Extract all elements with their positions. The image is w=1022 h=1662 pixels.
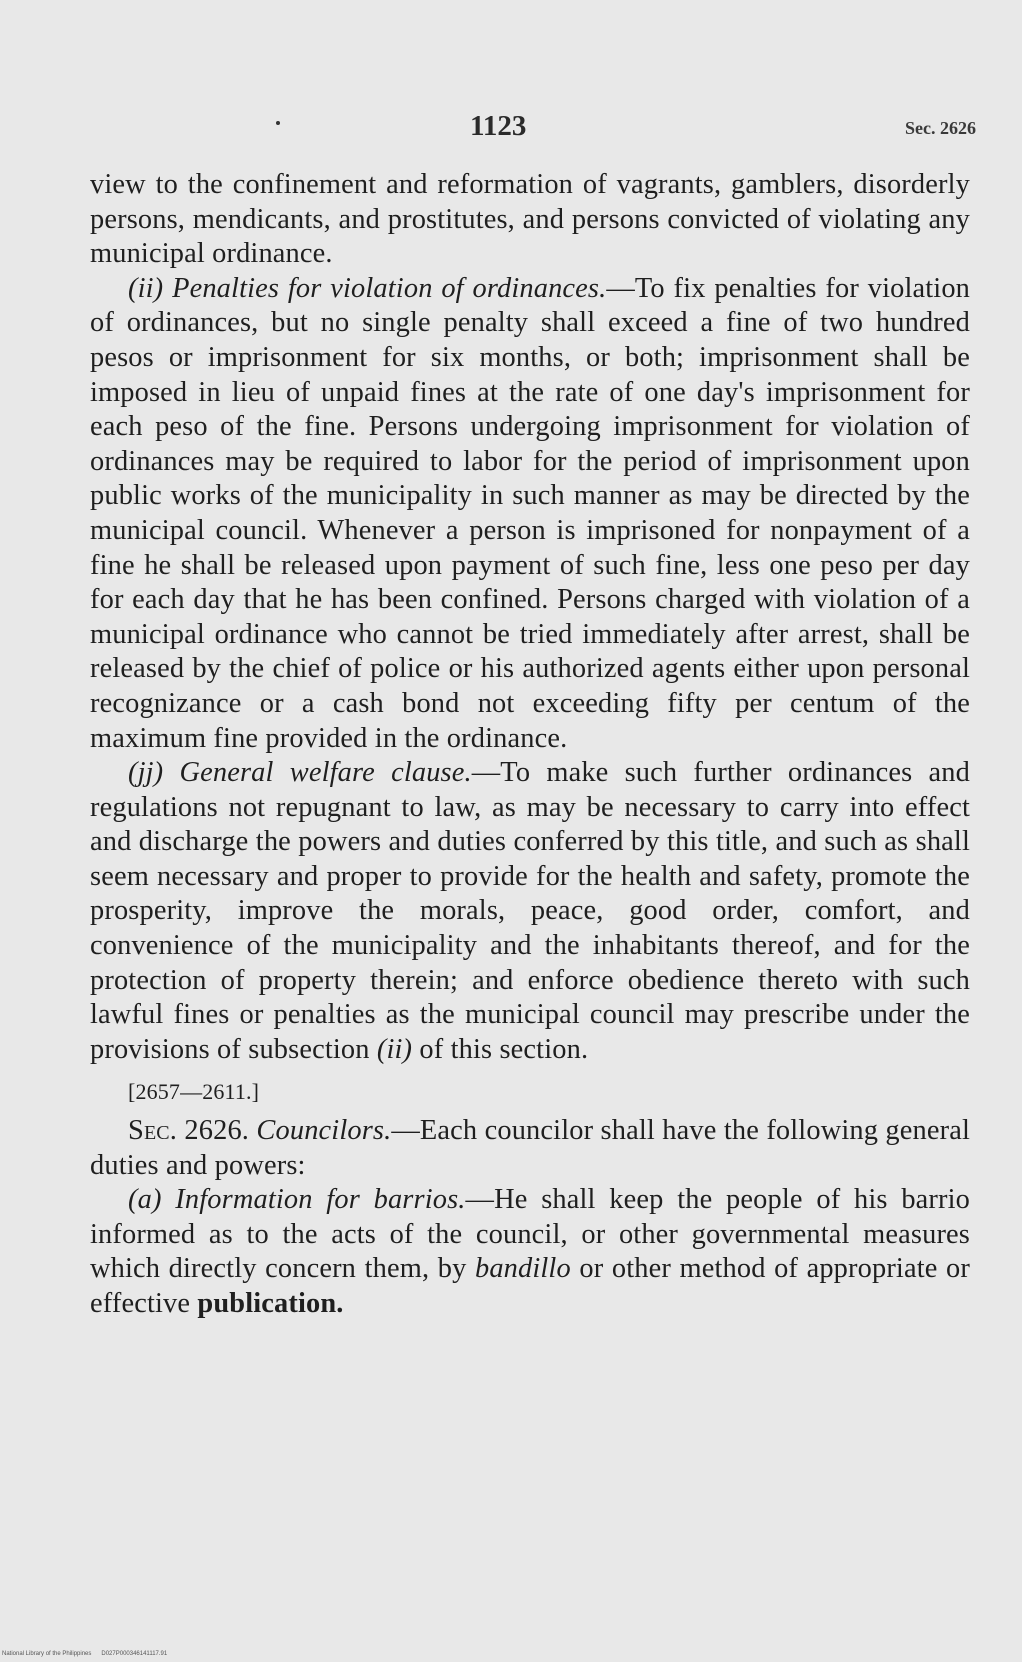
scan-footer (2, 1651, 167, 1657)
subsection-text-last: publication. (197, 1288, 344, 1319)
subsection-text: —To fix penalties for violation of ordinances, but no single penalty shall exceed a fine of two hundred pesos or imprisonment for six months, or both; imprisonment shall be imposed in lieu of unpaid fines at the rate of one day's imprisonment for each peso of the fine. Persons undergoing imprisonment for violation of ordinances may be required to labor for the period of imprisonment upon public works of the municipality in such manner as may be directed by the municipal council. Whenever a person is imprisoned for nonpayment of a fine he shall be released upon payment of such fine, less one peso per day for each day that he has been confined. Persons charged with violation of a municipal ordinance who cannot be tried immediately after arrest, shall be released by the chief of police or his authorized agents either upon personal recognizance or a cash bond not exceeding fifty per centum of the maximum fine provided in the ordinance. (90, 272, 971, 754)
paragraph-jj (90, 756, 970, 1067)
paragraph-a (90, 1183, 970, 1321)
citation: [2657—2611.] (128, 1079, 260, 1105)
page-number: 1123 (470, 110, 527, 142)
italic-term: bandillo (474, 1253, 571, 1285)
subsection-heading: Information for barrios. (175, 1184, 466, 1216)
section-heading: Councilors. (256, 1115, 392, 1147)
subsection-text: —He shall keep the people of his barrio informed as to the acts of the council, or other governmental measures which directly concern them, by (90, 1184, 971, 1285)
subsection-text-continued: or other method of appropriate or effective (90, 1253, 970, 1319)
subsection-label: (ii) (128, 272, 164, 304)
library-credit: National Library of the Philippines (2, 1651, 92, 1657)
paragraph-sec-2626 (90, 1114, 970, 1183)
paragraph-intro: view to the confinement and reformation of vagrants, gamblers, disorderly persons, mendicants, and prostitutes, and persons convicted of violating any municipal ordinance. (90, 169, 970, 270)
subsection-label: (a) (128, 1184, 162, 1216)
subsection-text-end: of this section. (419, 1033, 589, 1065)
speck-mark (276, 121, 280, 125)
subsection-heading: Penalties for violation of ordinances. (172, 272, 607, 304)
subsection-text: —To make such further ordinances and regulations not repugnant to law, as may be necessary to carry into effect and discharge the powers and duties conferred by this title, and such as shall seem necessary and proper to provide for the health and safety, promote the prosperity, improve the morals, peace, good order, comfort, and convenience of the municipality and the inhabitants thereof, and for the protection of property therein; and enforce obedience thereto with such lawful fines or penalties as the municipal council may prescribe under the provisions of subsection (90, 757, 970, 1065)
section-label: Sec. 2626. (128, 1115, 250, 1147)
subsection-reference: (ii) (376, 1033, 413, 1065)
subsection-label: (jj) (128, 757, 164, 789)
scan-code: D027P000346141117.91 (101, 1651, 168, 1657)
paragraph-ii (90, 272, 970, 756)
subsection-heading: General welfare clause. (179, 757, 472, 789)
body-text (90, 168, 970, 1322)
section-text: —Each councilor shall have the following general duties and powers: (90, 1115, 971, 1181)
section-reference: Sec. 2626 (905, 118, 976, 138)
